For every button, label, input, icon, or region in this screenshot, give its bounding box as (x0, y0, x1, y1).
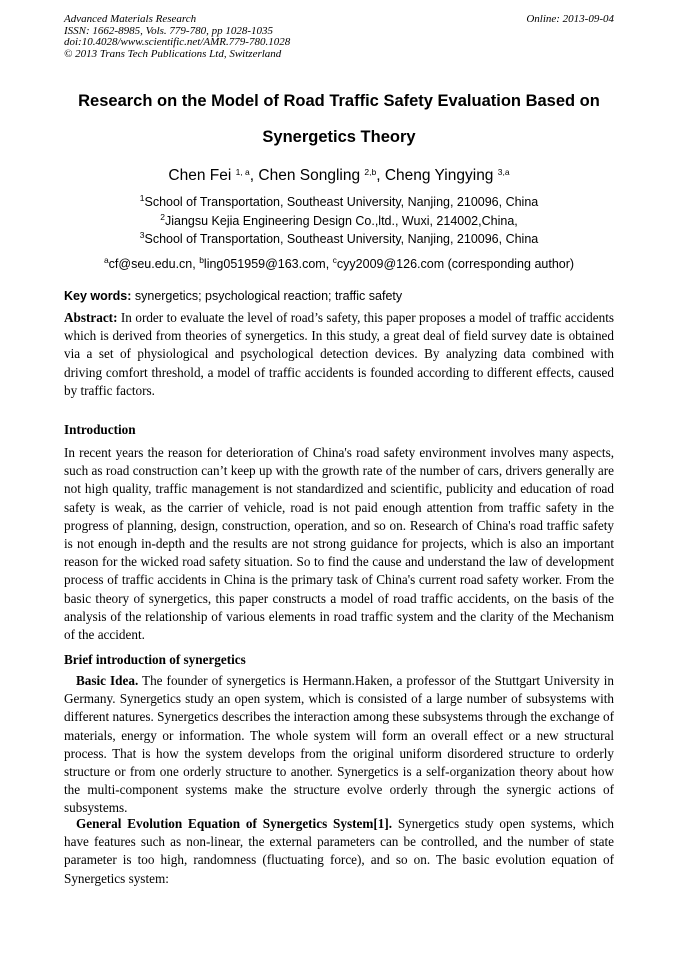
paper-title-line-2: Synergetics Theory (262, 128, 416, 146)
affiliation (40, 194, 638, 210)
introduction-heading: Introduction (64, 422, 136, 437)
evolution-equation-text: Synergetics study open systems, which have features such as non-linear, the external parameters can be controlled, and the number of state parameter is too high, randomness (fluctuating force), and so on. The basic evolution equation of Synergetics system: (64, 816, 614, 886)
author-name: Chen Fei (168, 167, 236, 184)
basic-idea-label: Basic Idea. (76, 673, 139, 688)
author-name: , Chen Songling (249, 167, 365, 184)
email-address: ling051959@163.com, (203, 257, 333, 271)
basic-idea-text: The founder of synergetics is Hermann.Haken, a professor of the Stuttgart University in Germany. Synergetics study an open system, which is consisted of a large number of subsystems with different natures. Synergetics describes the interaction among these subsystems through the exchange of materials, energy or information. The whole system will form an overall effect or a new structural process. That is how the system develops from the original uniform disordered structure to orderly structure or from one orderly structure to another. Synergetics is a self-organization theory about how the multi-component systems make the structure evolve orderly through the synergic actions of subsystems. (64, 673, 614, 816)
affiliation (40, 231, 638, 247)
author-name: , Cheng Yingying (376, 167, 498, 184)
affiliation-text: School of Transportation, Southeast University, Nanjing, 210096, China (144, 195, 539, 209)
keywords-label: Key words: (64, 289, 132, 303)
evolution-equation-paragraph (64, 815, 614, 888)
email-marker: b (199, 255, 204, 265)
author-superscript: 3,a (497, 167, 510, 177)
journal-header (64, 14, 290, 60)
affiliation-marker: 3 (139, 230, 145, 240)
basic-idea-paragraph (64, 672, 614, 818)
evolution-equation-label: General Evolution Equation of Synergetics System[1]. (76, 816, 393, 831)
keywords-text: synergetics; psychological reaction; traffic safety (131, 289, 403, 303)
paper-title-line-1: Research on the Model of Road Traffic Safety Evaluation Based on (78, 92, 600, 110)
author-list (40, 166, 638, 186)
author-superscript: 1, a (235, 167, 250, 177)
keywords (64, 288, 616, 304)
online-date: Online: 2013-09-04 (526, 13, 614, 25)
affiliation-text: School of Transportation, Southeast University, Nanjing, 210096, China (144, 232, 539, 246)
author-superscript: 2,b (364, 167, 377, 177)
email-marker: c (332, 255, 337, 265)
issn-line: ISSN: 1662-8985, Vols. 779-780, pp 1028-1035 (64, 24, 273, 37)
affiliation-marker: 1 (139, 193, 145, 203)
affiliation-text: Jiangsu Kejia Engineering Design Co.,ltd., Wuxi, 214002,China, (164, 214, 518, 228)
journal-name: Advanced Materials Research (64, 13, 197, 25)
copyright-line: © 2013 Trans Tech Publications Ltd, Switzerland (64, 47, 282, 60)
abstract-label: Abstract: (64, 310, 118, 325)
affiliation (40, 213, 638, 229)
doi-line: doi:10.4028/www.scientific.net/AMR.779-780.1028 (64, 36, 291, 48)
affiliation-marker: 2 (160, 212, 165, 222)
synergetics-heading: Brief introduction of synergetics (64, 652, 246, 667)
abstract-text: In order to evaluate the level of road’s safety, this paper proposes a model of traffic accidents which is derived from theories of synergetics. In this study, a great deal of field survey date is obtained via a set of physiological and psychological detection devices. By analyzing data combined with driving comfort threshold, a model of traffic accidents is founded according to different effects, caused by traffic factors. (64, 310, 614, 398)
email-address: cyy2009@126.com (corresponding author) (336, 257, 575, 271)
introduction-paragraph: In recent years the reason for deterioration of China's road safety environment involves many aspects, such as road construction can’t keep up with the growth rate of the number of cars, drivers generally are not high quality, traffic management is not standardized and scientific, publicity and education of road safety is weak, as the carrier of vehicle, road is not paid enough attention from traffic safety in the progress of planning, design, construction, operation, and so on. Research of China's road traffic safety is not enough in-depth and the results are not strong guidance for projects, which is also an important reason for the wicked road safety situation. So to find the cause and understand the law of development process of traffic accidents in China is the primary task of China's current road safety worker. From the basic theory of synergetics, this paper constructs a model of road traffic accidents, on the basis of the analysis of the relationship of various elements in road traffic system and the clarity of the Mechanism of the accident. (64, 445, 614, 643)
abstract (64, 309, 614, 400)
email-marker: a (103, 255, 109, 265)
email-address: cf@seu.edu.cn, (108, 257, 200, 271)
email-list (40, 256, 638, 272)
